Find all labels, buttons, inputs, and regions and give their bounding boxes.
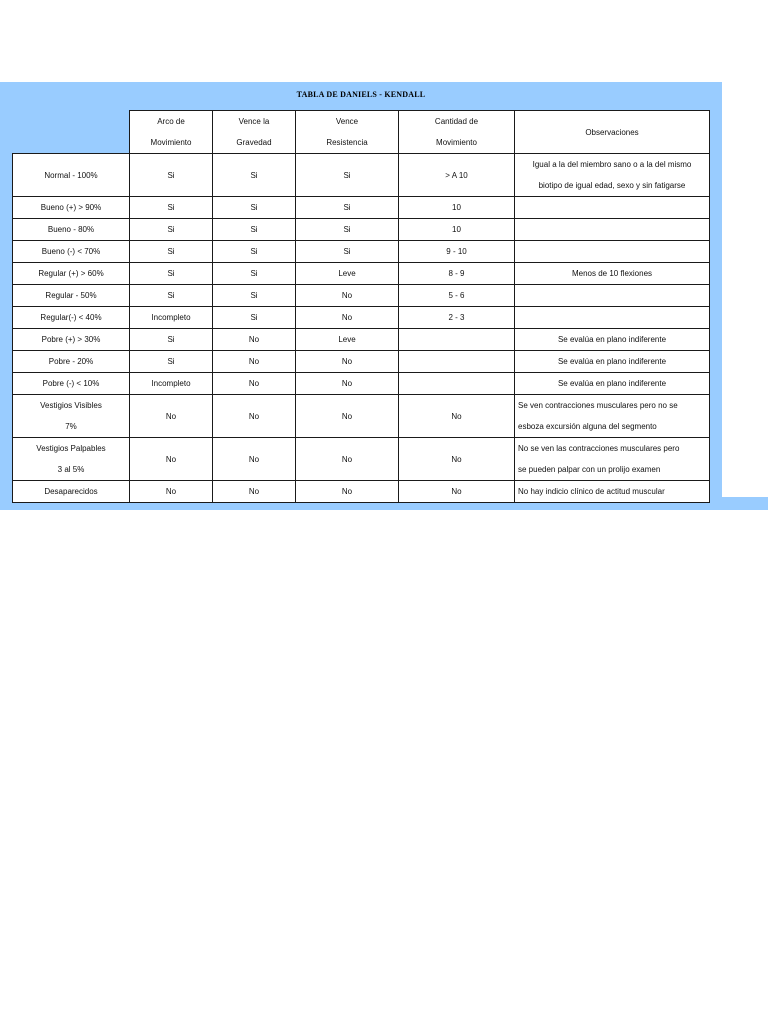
cell-resistencia: No — [296, 438, 399, 481]
cell-grade-label: Regular - 50% — [13, 285, 130, 307]
cell-grade-label: Desaparecidos — [13, 481, 130, 503]
table-row — [13, 263, 710, 285]
cell-cantidad — [399, 373, 515, 395]
cell-gravedad: No — [213, 351, 296, 373]
cell-arco: Si — [130, 263, 213, 285]
header-cantidad: Cantidad de Movimiento — [399, 111, 515, 154]
cell-observaciones: Se evalúa en plano indiferente — [515, 351, 710, 373]
cell-resistencia: No — [296, 307, 399, 329]
cell-gravedad: No — [213, 329, 296, 351]
cell-gravedad: Si — [213, 285, 296, 307]
cell-resistencia: Leve — [296, 263, 399, 285]
cell-arco: Si — [130, 197, 213, 219]
cell-gravedad: No — [213, 438, 296, 481]
cell-arco: Si — [130, 351, 213, 373]
cell-observaciones — [515, 307, 710, 329]
cell-grade-label: Normal - 100% — [13, 154, 130, 197]
header-observaciones: Observaciones — [515, 111, 710, 154]
cell-observaciones — [515, 241, 710, 263]
cell-cantidad: 9 - 10 — [399, 241, 515, 263]
cell-resistencia: Si — [296, 154, 399, 197]
cell-grade-label: Bueno (+) > 90% — [13, 197, 130, 219]
table-row — [13, 351, 710, 373]
cell-cantidad: 10 — [399, 197, 515, 219]
table-row — [13, 373, 710, 395]
cell-gravedad: Si — [213, 241, 296, 263]
header-resistencia: Vence Resistencia — [296, 111, 399, 154]
cell-arco: Incompleto — [130, 307, 213, 329]
blue-background-band-extension — [722, 497, 768, 510]
cell-gravedad: Si — [213, 307, 296, 329]
cell-resistencia: No — [296, 395, 399, 438]
cell-resistencia: No — [296, 373, 399, 395]
cell-cantidad: 10 — [399, 219, 515, 241]
table-row — [13, 438, 710, 481]
cell-observaciones: Igual a la del miembro sano o a la del mismo biotipo de igual edad, sexo y sin fatigarse — [515, 154, 710, 197]
cell-gravedad: Si — [213, 197, 296, 219]
cell-gravedad: Si — [213, 154, 296, 197]
cell-grade-label: Pobre - 20% — [13, 351, 130, 373]
cell-cantidad: 8 - 9 — [399, 263, 515, 285]
cell-grade-label: Vestigios Visibles 7% — [13, 395, 130, 438]
table-row — [13, 219, 710, 241]
daniels-kendall-table — [12, 110, 710, 503]
cell-cantidad: No — [399, 438, 515, 481]
cell-grade-label: Regular (+) > 60% — [13, 263, 130, 285]
table-row — [13, 329, 710, 351]
cell-observaciones — [515, 219, 710, 241]
cell-cantidad — [399, 351, 515, 373]
table-row — [13, 241, 710, 263]
table-row — [13, 307, 710, 329]
cell-gravedad: No — [213, 373, 296, 395]
cell-cantidad: No — [399, 481, 515, 503]
header-blank-cell — [13, 111, 130, 154]
cell-arco: Si — [130, 154, 213, 197]
cell-grade-label: Regular(-) < 40% — [13, 307, 130, 329]
cell-resistencia: Si — [296, 219, 399, 241]
cell-grade-label: Vestigios Palpables 3 al 5% — [13, 438, 130, 481]
cell-resistencia: No — [296, 481, 399, 503]
cell-resistencia: Leve — [296, 329, 399, 351]
cell-resistencia: Si — [296, 241, 399, 263]
cell-observaciones — [515, 197, 710, 219]
cell-grade-label: Pobre (-) < 10% — [13, 373, 130, 395]
cell-cantidad: No — [399, 395, 515, 438]
cell-observaciones — [515, 285, 710, 307]
cell-observaciones: No hay indicio clínico de actitud muscular — [515, 481, 710, 503]
table-row — [13, 154, 710, 197]
cell-gravedad: Si — [213, 219, 296, 241]
cell-arco: Incompleto — [130, 373, 213, 395]
cell-cantidad — [399, 329, 515, 351]
table-row — [13, 197, 710, 219]
cell-arco: No — [130, 481, 213, 503]
cell-observaciones: Se evalúa en plano indiferente — [515, 329, 710, 351]
cell-grade-label: Pobre (+) > 30% — [13, 329, 130, 351]
cell-resistencia: No — [296, 351, 399, 373]
cell-gravedad: Si — [213, 263, 296, 285]
cell-observaciones: Se evalúa en plano indiferente — [515, 373, 710, 395]
table-row — [13, 285, 710, 307]
cell-resistencia: No — [296, 285, 399, 307]
cell-arco: Si — [130, 241, 213, 263]
header-row — [13, 111, 710, 154]
cell-arco: Si — [130, 219, 213, 241]
table-body — [13, 154, 710, 503]
cell-cantidad: > A 10 — [399, 154, 515, 197]
table-row — [13, 395, 710, 438]
cell-observaciones: Menos de 10 flexiones — [515, 263, 710, 285]
table-row — [13, 481, 710, 503]
cell-gravedad: No — [213, 481, 296, 503]
cell-grade-label: Bueno (-) < 70% — [13, 241, 130, 263]
cell-arco: Si — [130, 285, 213, 307]
cell-gravedad: No — [213, 395, 296, 438]
cell-resistencia: Si — [296, 197, 399, 219]
header-arco: Arco de Movimiento — [130, 111, 213, 154]
cell-grade-label: Bueno - 80% — [13, 219, 130, 241]
cell-cantidad: 5 - 6 — [399, 285, 515, 307]
cell-arco: Si — [130, 329, 213, 351]
cell-arco: No — [130, 438, 213, 481]
cell-arco: No — [130, 395, 213, 438]
cell-observaciones: No se ven las contracciones musculares pero se pueden palpar con un prolijo examen — [515, 438, 710, 481]
cell-observaciones: Se ven contracciones musculares pero no se esboza excursión alguna del segmento — [515, 395, 710, 438]
header-gravedad: Vence la Gravedad — [213, 111, 296, 154]
table-title: TABLA DE DANIELS - KENDALL — [296, 90, 426, 99]
cell-cantidad: 2 - 3 — [399, 307, 515, 329]
